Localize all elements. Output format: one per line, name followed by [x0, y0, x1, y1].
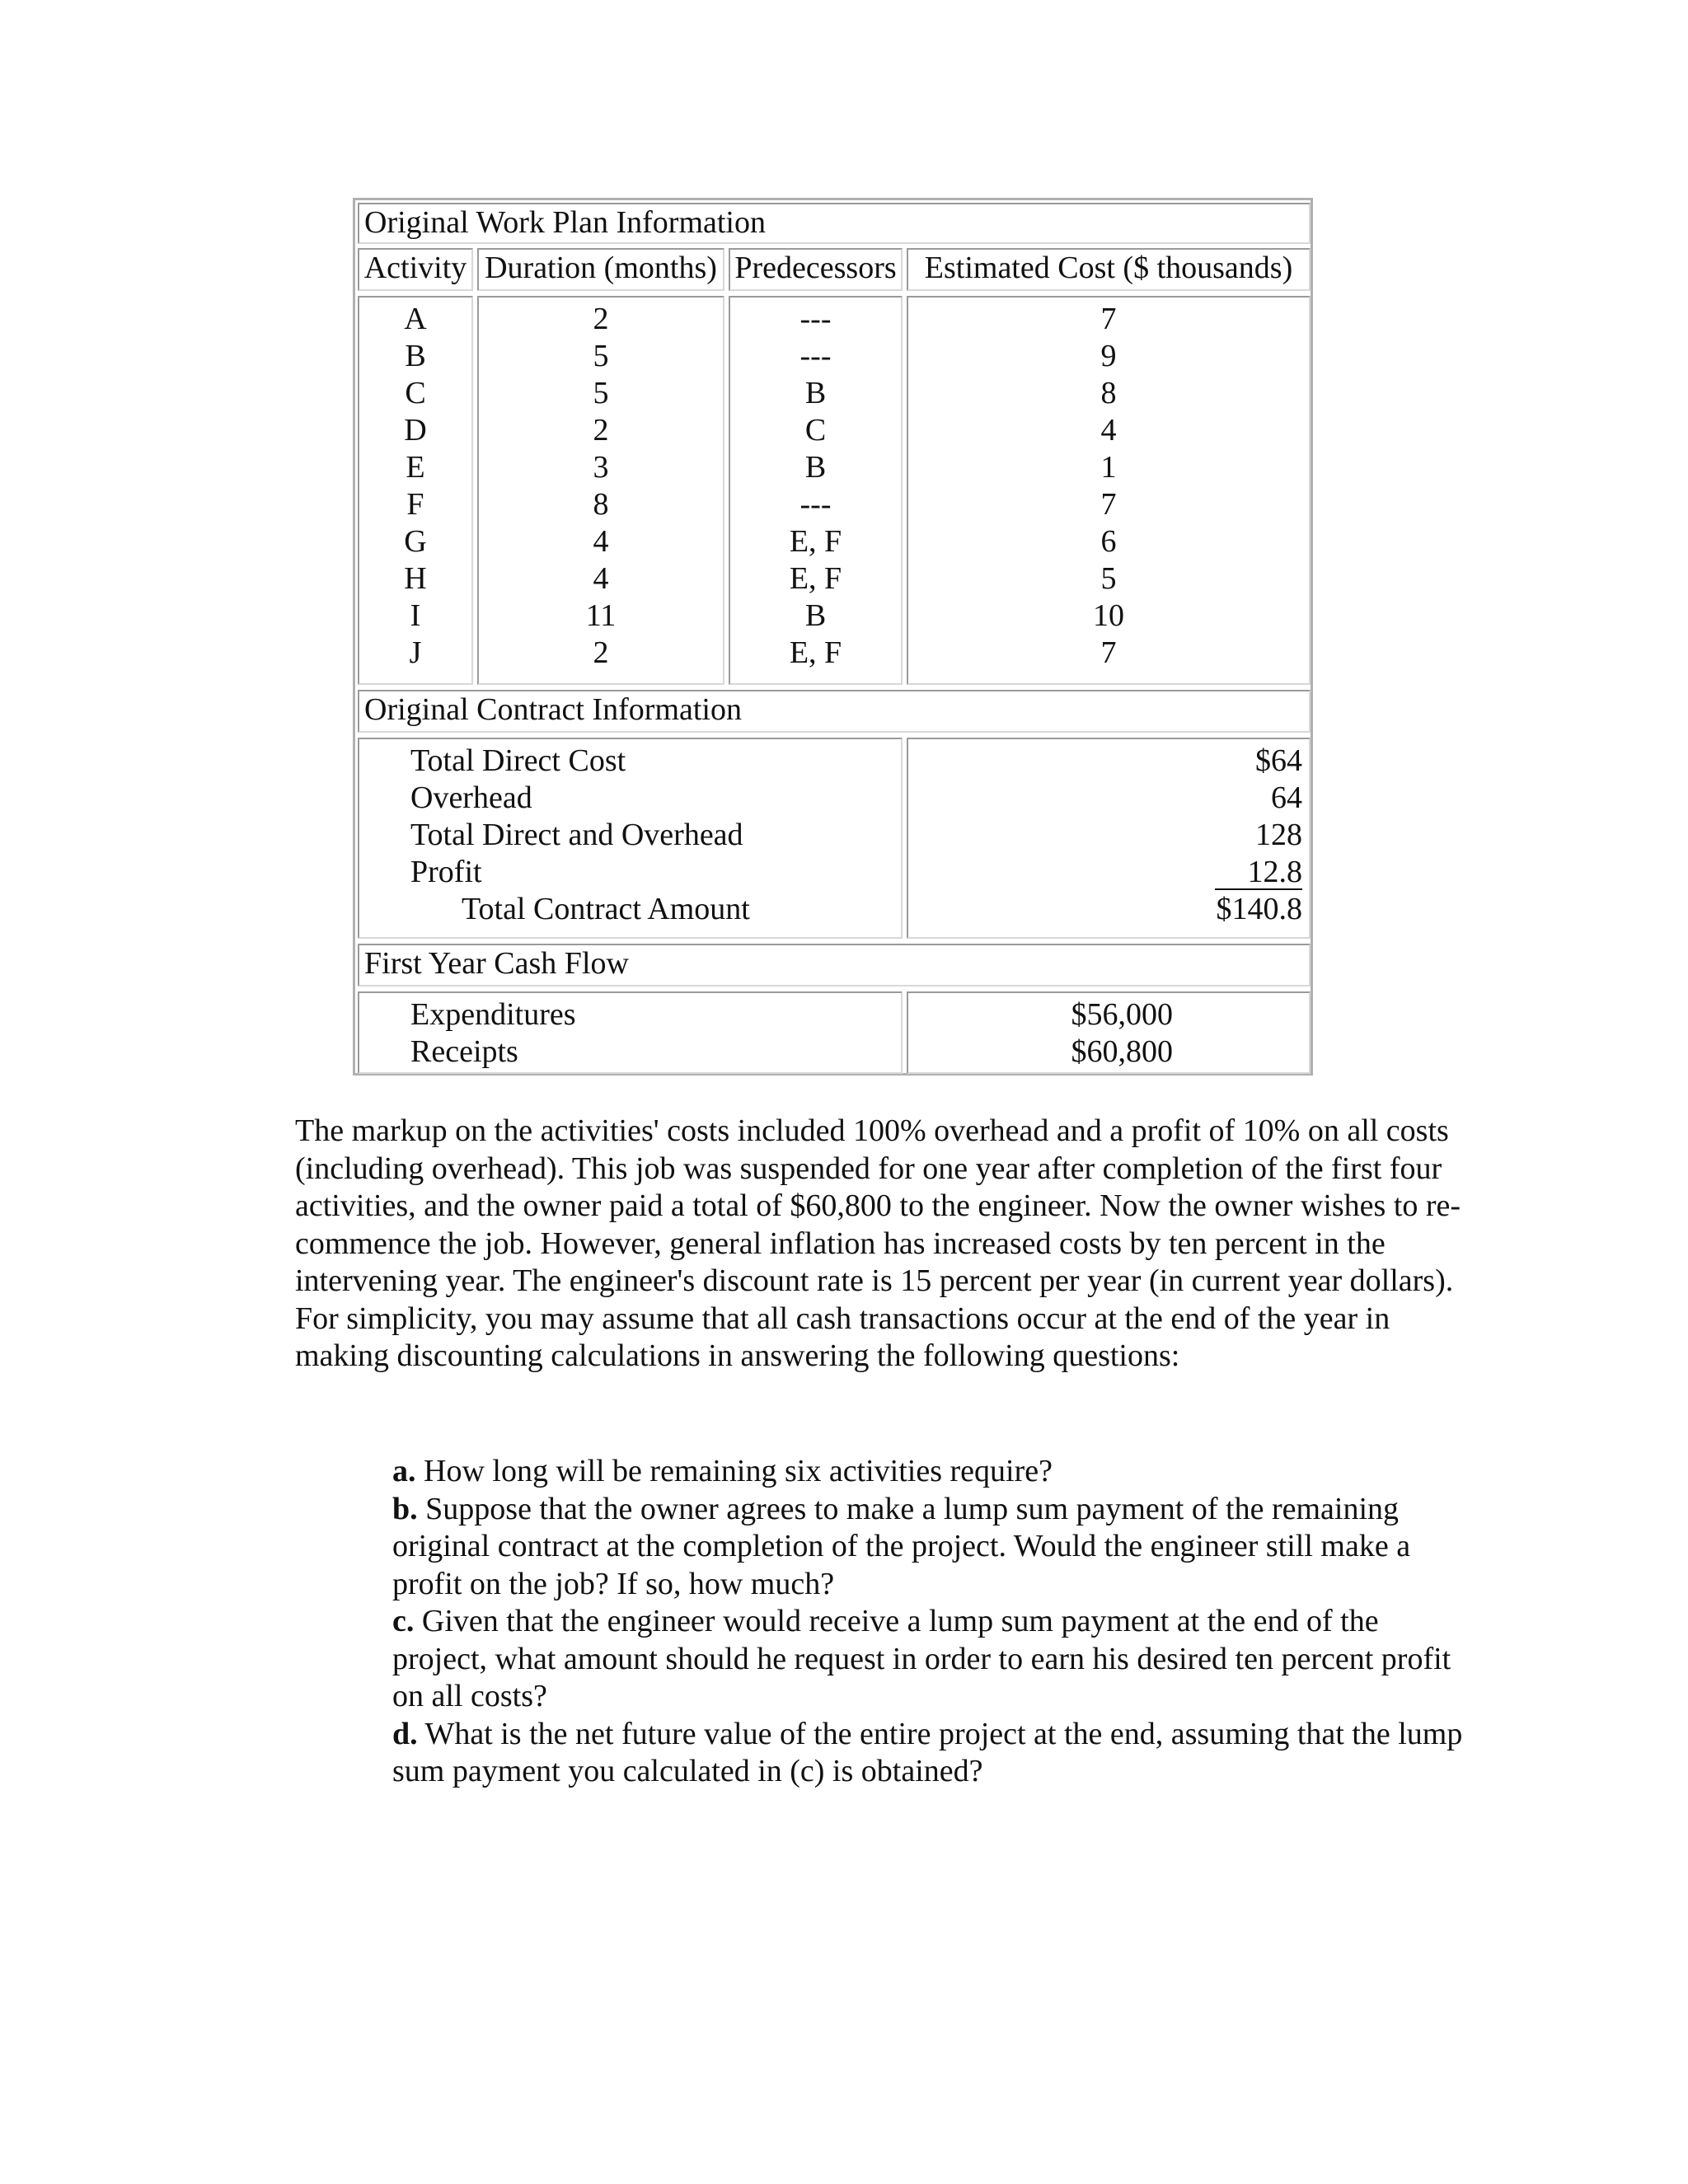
- duration-cell: 11: [585, 598, 617, 633]
- cost-cell: 7: [1100, 487, 1117, 522]
- question-label: c.: [392, 1604, 415, 1638]
- predecessors-cell: C: [804, 413, 827, 448]
- project-info-table: [353, 198, 1313, 1076]
- contract-label: Total Direct and Overhead: [410, 818, 743, 852]
- cash-flow-value: $56,000: [1071, 997, 1173, 1032]
- predecessors-cell: ---: [799, 339, 832, 373]
- cash-flow-values: [907, 991, 1311, 1074]
- work-plan-title: Original Work Plan Information: [358, 203, 1311, 244]
- contract-total-label: Total Contract Amount: [462, 892, 750, 926]
- cash-flow-label: Receipts: [410, 1034, 518, 1069]
- duration-cell: 5: [593, 339, 609, 373]
- cost-cell: 9: [1100, 339, 1117, 373]
- contract-label: Total Direct Cost: [410, 743, 626, 778]
- question-item: [392, 1491, 1472, 1604]
- cost-cell: 6: [1100, 524, 1117, 559]
- duration-cell: 2: [593, 635, 609, 670]
- cash-flow-title: First Year Cash Flow: [358, 944, 1311, 987]
- contract-label: Profit: [410, 855, 482, 889]
- contract-value: 64: [1271, 780, 1302, 815]
- contract-value: 12.8: [1215, 855, 1303, 890]
- cost-cell: 7: [1100, 635, 1117, 670]
- predecessors-cell: E, F: [789, 635, 842, 670]
- contract-value: $64: [1255, 743, 1302, 778]
- duration-cell: 2: [593, 302, 609, 336]
- question-text: What is the net future value of the entire project at the end, assuming that the lump sum payment you calculated in (c) is obtained?: [392, 1716, 1463, 1788]
- duration-cell: 8: [593, 487, 609, 522]
- contract-value: 128: [1255, 818, 1302, 852]
- predecessors-cell: E, F: [789, 561, 842, 596]
- contract-label: Overhead: [410, 780, 532, 815]
- activity-cell: H: [404, 561, 427, 596]
- duration-cell: 5: [593, 376, 609, 410]
- cost-cell: 4: [1100, 413, 1117, 448]
- contract-total-value: $140.8: [1216, 892, 1302, 926]
- question-item: [392, 1603, 1472, 1716]
- contract-values: [907, 738, 1311, 939]
- predecessors-column: [729, 296, 903, 685]
- question-item: [392, 1453, 1472, 1491]
- question-label: b.: [392, 1491, 418, 1526]
- question-text: Suppose that the owner agrees to make a lump sum payment of the remaining original contract at the completion of the project. Would the engineer still make a profit on the job? If so, how much?: [392, 1491, 1411, 1601]
- activity-cell: F: [406, 487, 424, 522]
- cost-cell: 5: [1100, 561, 1117, 596]
- cash-flow-label: Expenditures: [410, 997, 576, 1032]
- header-estimated-cost: Estimated Cost ($ thousands): [907, 248, 1311, 291]
- predecessors-cell: B: [804, 450, 827, 485]
- cost-cell: 1: [1100, 450, 1117, 485]
- header-activity: Activity: [358, 248, 473, 291]
- question-list: [392, 1453, 1472, 1791]
- activity-cell: E: [406, 450, 425, 485]
- cost-cell: 8: [1100, 376, 1117, 410]
- header-duration: Duration (months): [477, 248, 724, 291]
- predecessors-cell: B: [804, 376, 827, 410]
- question-text: Given that the engineer would receive a lump sum payment at the end of the project, what amount should he request in order to earn his desired ten percent profit on all costs?: [392, 1604, 1451, 1713]
- activity-column: [358, 296, 473, 685]
- duration-cell: 2: [593, 413, 609, 448]
- question-text: How long will be remaining six activities require?: [415, 1454, 1053, 1488]
- predecessors-cell: ---: [799, 487, 832, 522]
- activity-cell: C: [405, 376, 426, 410]
- cost-cell: 7: [1100, 302, 1117, 336]
- activity-cell: D: [404, 413, 427, 448]
- duration-column: [477, 296, 724, 685]
- activity-cell: J: [409, 635, 422, 670]
- cash-flow-labels: [358, 991, 903, 1074]
- question-label: a.: [392, 1454, 416, 1488]
- question-label: d.: [392, 1716, 418, 1751]
- predecessors-cell: ---: [799, 302, 832, 336]
- contract-labels: [358, 738, 903, 939]
- activity-cell: G: [404, 524, 427, 559]
- activity-cell: B: [405, 339, 426, 373]
- duration-cell: 4: [593, 524, 609, 559]
- activity-cell: A: [404, 302, 427, 336]
- activity-cell: I: [410, 598, 421, 633]
- duration-cell: 3: [593, 450, 609, 485]
- cash-flow-value: $60,800: [1071, 1034, 1173, 1069]
- contract-title: Original Contract Information: [358, 690, 1311, 733]
- duration-cell: 4: [593, 561, 609, 596]
- estimated-cost-column: [907, 296, 1311, 685]
- predecessors-cell: E, F: [789, 524, 842, 559]
- header-predecessors: Predecessors: [729, 248, 903, 291]
- question-item: [392, 1716, 1472, 1791]
- cost-cell: 10: [1093, 598, 1124, 633]
- predecessors-cell: B: [804, 598, 827, 633]
- problem-statement: The markup on the activities' costs included 100% overhead and a profit of 10% on all costs (including overhead). This job was suspended for one year after completion of the first four activities, and the owner paid a total of $60,800 to the engineer. Now the owner wishes to re-commence the job. However, general inflation has increased costs by ten percent in the intervening year. The engineer's discount rate is 15 percent per year (in current year dollars). For simplicity, you may assume that all cash transactions occur at the end of the year in making discounting calculations in answering the following questions:: [295, 1113, 1461, 1373]
